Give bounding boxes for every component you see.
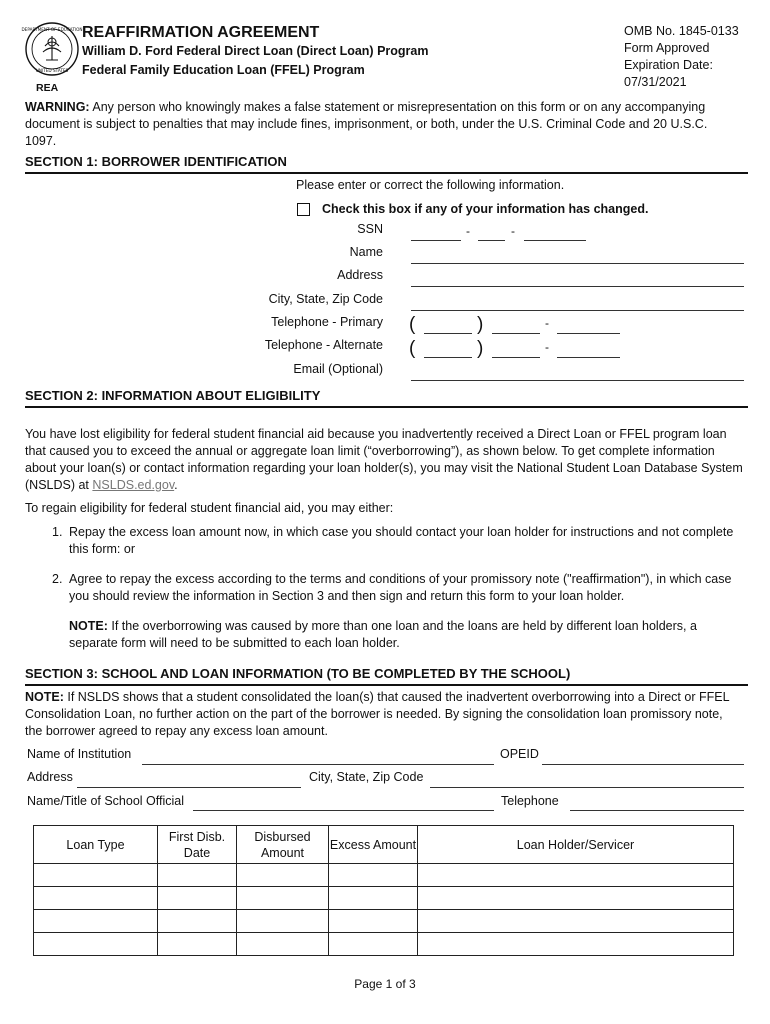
section-3-note-label: NOTE: [25,690,64,704]
table-cell[interactable] [329,910,418,933]
school-telephone-label: Telephone [501,794,559,808]
table-cell[interactable] [34,910,158,933]
col-disbursed-amount: Disbursed Amount [237,826,329,864]
option-1 [52,524,742,558]
table-cell[interactable] [34,864,158,887]
eligibility-paragraph [25,426,743,494]
omb-number: OMB No. 1845-0133 [624,24,739,38]
svg-text:UNITED STATES: UNITED STATES [35,68,69,73]
table-cell[interactable] [158,910,237,933]
option-2 [52,571,742,605]
table-cell[interactable] [329,864,418,887]
table-row [34,933,734,956]
table-cell[interactable] [418,933,734,956]
phone-primary-area-code[interactable] [424,333,472,334]
institution-field[interactable] [142,764,494,765]
phone-primary-prefix[interactable] [492,333,540,334]
loan-table-header [34,826,734,864]
table-cell[interactable] [418,910,734,933]
ssn-dash-2: - [511,224,515,238]
name-field[interactable] [411,263,744,264]
section-3-rule [25,684,748,686]
table-cell[interactable] [158,933,237,956]
phone-alternate-area-code[interactable] [424,357,472,358]
section-1-rule [25,172,748,174]
table-cell[interactable] [237,864,329,887]
loan-table [33,825,734,956]
warning-text [25,99,725,150]
table-row [34,887,734,910]
info-changed-label: Check this box if any of your information has changed. [322,202,649,216]
form-code: REA [36,82,59,94]
opeid-field[interactable] [542,764,744,765]
table-cell[interactable] [237,887,329,910]
table-cell[interactable] [237,910,329,933]
table-cell[interactable] [158,864,237,887]
city-state-zip-field[interactable] [411,310,744,311]
col-loan-type: Loan Type [34,826,158,864]
section-2-rule [25,406,748,408]
phone-alternate-dash: - [545,340,549,354]
phone-alternate-line[interactable] [557,357,620,358]
section-3-note [25,689,743,740]
col-excess-amount: Excess Amount [329,826,418,864]
section-2-note-text: If the overborrowing was caused by more than one loan and the loans are held by different loan holders, a separate form will need to be submitted to each loan holder. [69,619,697,650]
option-1-number: 1. [52,525,63,539]
form-title: REAFFIRMATION AGREEMENT [82,24,320,41]
section-2-heading: SECTION 2: INFORMATION ABOUT ELIGIBILITY [25,388,321,403]
form-approved: Form Approved [624,41,710,55]
nslds-link[interactable]: NSLDS.ed.gov [92,478,175,492]
ssn-field-part1[interactable] [411,240,461,241]
table-cell[interactable] [418,887,734,910]
section-1-heading: SECTION 1: BORROWER IDENTIFICATION [25,154,287,169]
info-changed-checkbox[interactable] [297,203,310,216]
table-cell[interactable] [329,933,418,956]
school-official-field[interactable] [193,810,494,811]
phone-primary-label: Telephone - Primary [271,315,383,329]
page-number: Page 1 of 3 [354,977,416,991]
warning-label: WARNING: [25,100,90,114]
email-field[interactable] [411,380,744,381]
school-address-field[interactable] [77,787,301,788]
department-seal-icon [21,22,83,76]
phone-primary-line[interactable] [557,333,620,334]
section-3-heading: SECTION 3: SCHOOL AND LOAN INFORMATION (TO BE COMPLETED BY THE SCHOOL) [25,666,571,681]
eligibility-text-end: . [174,478,178,492]
omb-info [624,23,739,91]
email-label: Email (Optional) [293,362,383,376]
col-first-disb-date: First Disb. Date [158,826,237,864]
phone-primary-dash: - [545,316,549,330]
city-state-zip-label: City, State, Zip Code [268,292,383,306]
table-row [34,910,734,933]
regain-eligibility-text: To regain eligibility for federal student financial aid, you may either: [25,501,394,515]
option-1-text: Repay the excess loan amount now, in which case you should contact your loan holder for instructions and not complete this form: or [69,525,734,556]
table-row [34,864,734,887]
phone-alternate-close-paren: ) [477,338,484,359]
table-cell[interactable] [329,887,418,910]
ssn-label: SSN [357,222,383,236]
phone-alternate-prefix[interactable] [492,357,540,358]
info-changed-row [297,202,648,216]
ssn-field-part2[interactable] [478,240,505,241]
school-official-label: Name/Title of School Official [27,794,185,808]
address-field[interactable] [411,286,744,287]
eligibility-text: You have lost eligibility for federal student financial aid because you inadvertently received a Direct Loan or FFEL program loan that caused you to exceed the annual or aggregate loan limit (“overborrowing”), as shown below. To get complete information about your loan(s) or contact information regarding your loan holder(s), you may visit the National Student Loan Database System (NSLDS) at [25,427,743,492]
option-2-number: 2. [52,572,63,586]
expiration-date: 07/31/2021 [624,75,687,89]
table-cell[interactable] [237,933,329,956]
table-cell[interactable] [34,887,158,910]
section-2-note-label: NOTE: [69,619,108,633]
address-label: Address [337,268,383,282]
option-2-text: Agree to repay the excess according to the terms and conditions of your promissory note ("reaffirmation"), in which case you should review the information in Section 3 and then sign and return this form to your loan holder. [69,572,732,603]
table-cell[interactable] [418,864,734,887]
phone-alternate-label: Telephone - Alternate [264,338,383,352]
ssn-field-part3[interactable] [524,240,586,241]
warning-body: Any person who knowingly makes a false statement or misrepresentation on this form or on any accompanying document is subject to penalties that may include fines, imprisonment, or both, under the U.S. Criminal Code and 20 U.S.C. 1097. [25,100,708,148]
school-telephone-field[interactable] [570,810,744,811]
school-city-state-zip-label: City, State, Zip Code [309,770,424,784]
form-subtitle-direct-loan: William D. Ford Federal Direct Loan (Direct Loan) Program [82,44,429,58]
col-loan-holder: Loan Holder/Servicer [418,826,734,864]
svg-text:DEPARTMENT OF EDUCATION: DEPARTMENT OF EDUCATION [21,27,83,32]
expiration-label: Expiration Date: [624,58,713,72]
section-1-instruction: Please enter or correct the following information. [296,178,565,192]
name-label: Name [349,245,383,259]
phone-alternate-open-paren: ( [409,338,416,359]
phone-primary-close-paren: ) [477,314,484,335]
institution-label: Name of Institution [27,747,132,761]
table-cell[interactable] [158,887,237,910]
form-subtitle-ffel: Federal Family Education Loan (FFEL) Program [82,63,365,77]
ssn-dash-1: - [466,224,470,238]
phone-primary-open-paren: ( [409,314,416,335]
opeid-label: OPEID [500,747,539,761]
school-city-state-zip-field[interactable] [430,787,744,788]
section-3-note-text: If NSLDS shows that a student consolidated the loan(s) that caused the inadvertent overborrowing into a Direct or FFEL Consolidation Loan, no further action on the part of the borrower is needed. By signing the consolidation loan promissory note, the borrower agreed to repay any excess loan amount. [25,690,730,738]
section-2-note [69,618,739,652]
table-cell[interactable] [34,933,158,956]
school-address-label: Address [27,770,73,784]
